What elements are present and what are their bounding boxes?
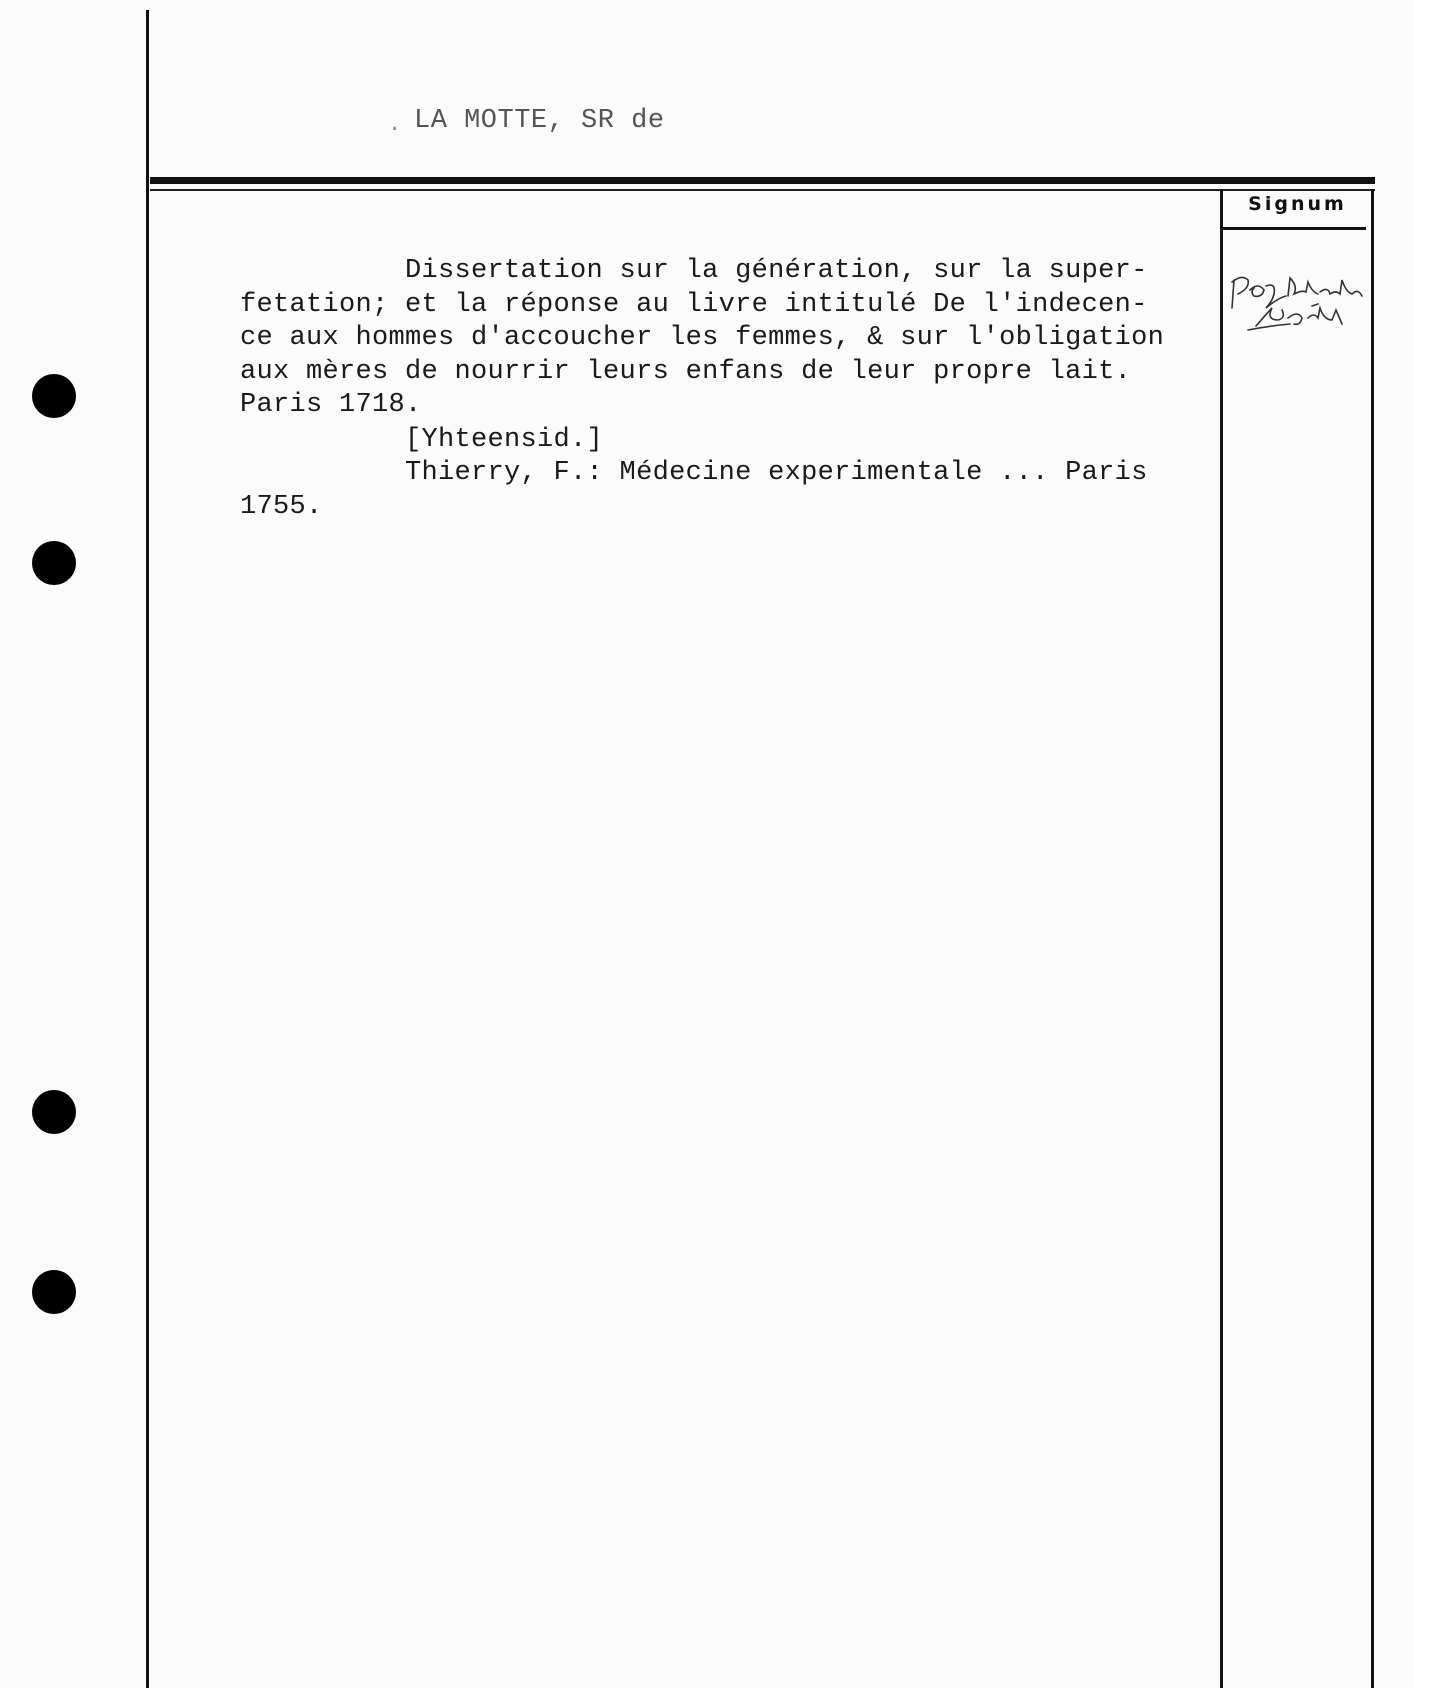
card-heading: LA MOTTE, SR de	[414, 106, 665, 136]
signum-column-right-border	[1371, 189, 1374, 1688]
card-text-line-2: fetation; et la réponse au livre intitulé De l'indecen-	[240, 290, 1148, 320]
card-text-line-4: aux mères de nourrir leurs enfans de leur propre lait.	[240, 357, 1132, 387]
scan-right-edge	[1413, 0, 1430, 1688]
punch-hole-4	[32, 1270, 76, 1314]
handwritten-shelfmark	[1228, 268, 1368, 338]
signum-header-rule	[1222, 227, 1366, 230]
signum-column-header: Signum	[1248, 193, 1347, 215]
punch-hole-2	[32, 541, 76, 585]
card-text-line-6: [Yhteensid.]	[240, 425, 604, 455]
header-rule-thin	[150, 189, 1375, 191]
card-text-line-3: ce aux hommes d'accoucher les femmes, & sur l'obligation	[240, 323, 1165, 353]
card-text-line-7: Thierry, F.: Médecine experimentale ... Paris	[240, 458, 1148, 488]
signum-column-left-border	[1220, 189, 1223, 1688]
punch-hole-1	[32, 374, 76, 418]
card-text-line-5: Paris 1718.	[240, 390, 422, 420]
card-text-line-1: Dissertation sur la génération, sur la super-	[240, 256, 1148, 286]
heading-mark: .	[388, 112, 402, 137]
header-rule-thick	[150, 177, 1375, 184]
card-text-line-8: 1755.	[240, 492, 323, 522]
left-margin-line	[146, 10, 149, 1688]
punch-hole-3	[32, 1090, 76, 1134]
